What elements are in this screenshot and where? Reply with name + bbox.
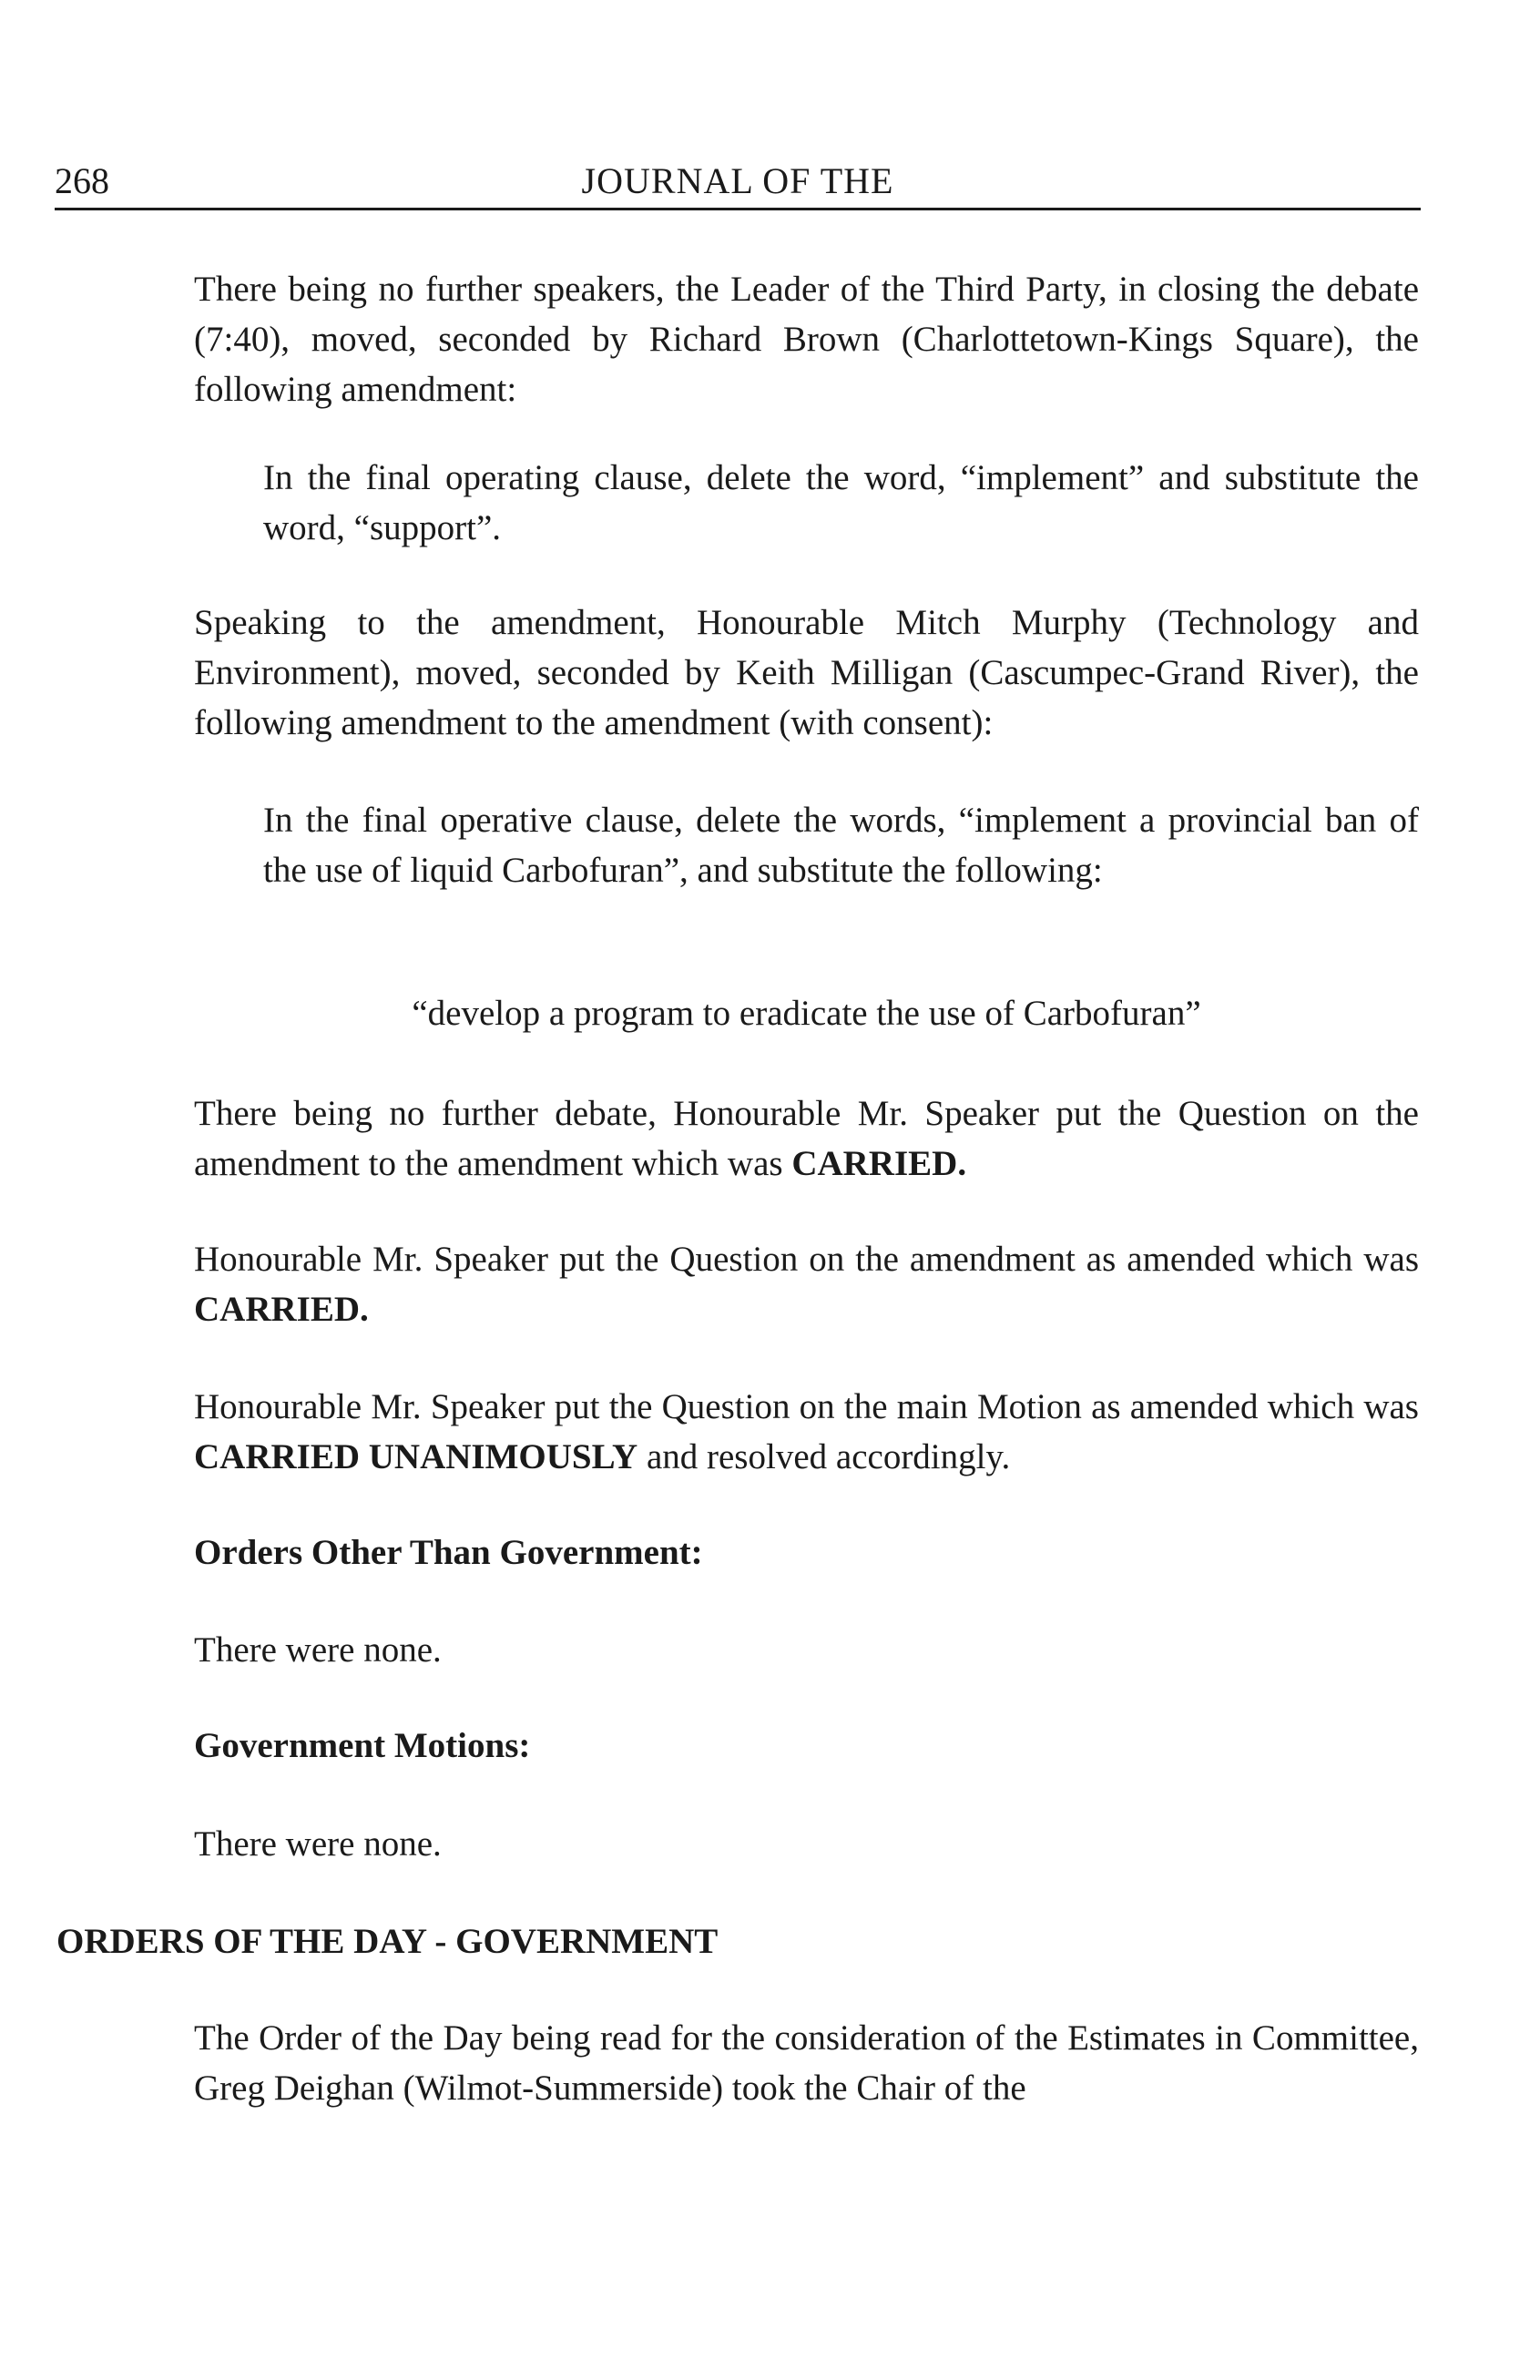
- page-number: 268: [55, 160, 109, 201]
- amendment-text: In the final operating clause, delete the word, “implement” and substitute the word, “support”.: [263, 458, 1419, 547]
- paragraph-question-amendment-to-amendment: [194, 1088, 1419, 1189]
- none-text: There were none.: [194, 1630, 442, 1670]
- paragraph-order-of-the-day: The Order of the Day being read for the consideration of the Estimates in Committee, Greg Deighan (Wilmot-Summerside) took the Chair of the: [194, 2018, 1419, 2108]
- heading-government-motions: Government Motions:: [194, 1726, 531, 1765]
- paragraph-question-main-motion: [194, 1382, 1419, 1482]
- paragraph-question-amendment: [194, 1234, 1419, 1334]
- none-text: There were none.: [194, 1824, 442, 1864]
- vote-result: CARRIED.: [194, 1290, 369, 1329]
- running-title: JOURNAL OF THE: [581, 160, 894, 201]
- paragraph-closing-debate: There being no further speakers, the Leader of the Third Party, in closing the debate (7:40), moved, seconded by Richard Brown (Charlottetown-Kings Square), the following amendment:: [194, 270, 1419, 409]
- substituted-wording: “develop a program to eradicate the use of Carbofuran”: [412, 994, 1201, 1033]
- question-text: Honourable Mr. Speaker put the Question on the amendment as amended which was: [194, 1240, 1419, 1279]
- heading-orders-other-than-government: Orders Other Than Government:: [194, 1533, 703, 1572]
- question-tail: and resolved accordingly.: [637, 1437, 1011, 1476]
- vote-result: CARRIED UNANIMOUSLY: [194, 1437, 638, 1476]
- amendment-to-amendment-text: In the final operative clause, delete the words, “implement a provincial ban of the use of liquid Carbofuran”, and substitute the following:: [263, 801, 1419, 890]
- vote-result: CARRIED.: [791, 1144, 967, 1183]
- question-text: There being no further debate, Honourable Mr. Speaker put the Question on the amendment to the amendment which was: [194, 1094, 1419, 1183]
- question-text: Honourable Mr. Speaker put the Question on the main Motion as amended which was: [194, 1387, 1419, 1426]
- section-heading-orders-of-the-day: ORDERS OF THE DAY - GOVERNMENT: [56, 1922, 719, 1961]
- page-header: [55, 155, 1421, 210]
- paragraph-amendment-to-amendment: Speaking to the amendment, Honourable Mitch Murphy (Technology and Environment), moved, seconded by Keith Milligan (Cascumpec-Grand River), the following amendment to the amendment (with consent):: [194, 603, 1419, 742]
